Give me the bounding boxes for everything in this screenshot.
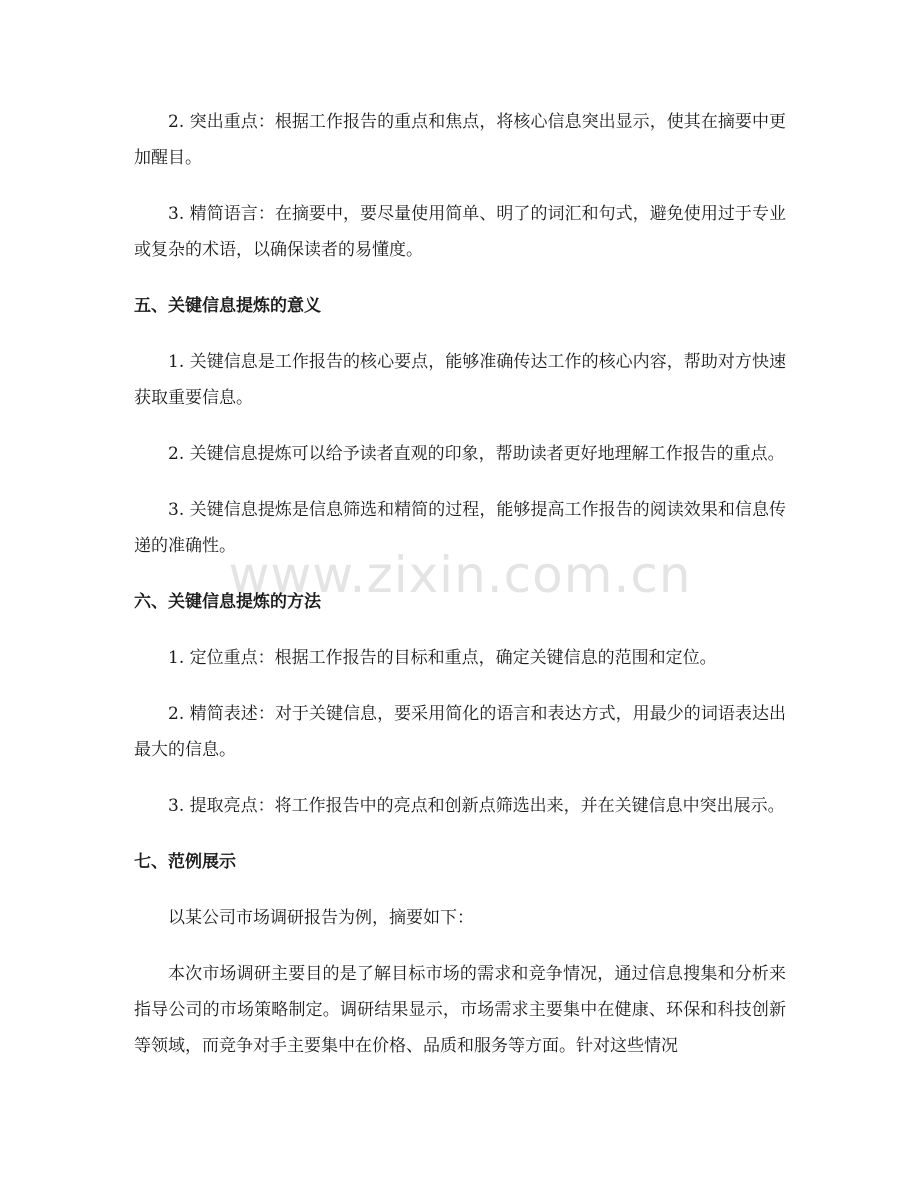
list-item-concise-language: 3. 精简语言：在摘要中，要尽量使用简单、明了的词汇和句式，避免使用过于专业或复杂的术语，以确保读者的易懂度。	[134, 204, 786, 260]
example-intro: 以某公司市场调研报告为例，摘要如下：	[168, 908, 474, 928]
list-item-method-2: 2. 精简表述：对于关键信息，要采用简化的语言和表达方式，用最少的词语表达出最大的信息。	[134, 704, 786, 760]
list-item-method-3: 3. 提取亮点：将工作报告中的亮点和创新点筛选出来，并在关键信息中突出展示。	[168, 796, 785, 816]
watermark: www.zixin.com.cn	[228, 546, 692, 604]
section-heading-methods: 六、关键信息提炼的方法	[134, 592, 321, 612]
list-item-significance-2: 2. 关键信息提炼可以给予读者直观的印象，帮助读者更好地理解工作报告的重点。	[168, 444, 785, 464]
list-item-highlight-key-points: 2. 突出重点：根据工作报告的重点和焦点，将核心信息突出显示，使其在摘要中更加醒目。	[134, 112, 786, 168]
section-heading-significance: 五、关键信息提炼的意义	[134, 296, 321, 316]
list-item-significance-1: 1. 关键信息是工作报告的核心要点，能够准确传达工作的核心内容，帮助对方快速获取重要信息。	[134, 352, 786, 408]
section-heading-example: 七、范例展示	[134, 852, 236, 872]
list-item-significance-3: 3. 关键信息提炼是信息筛选和精简的过程，能够提高工作报告的阅读效果和信息传递的准确性。	[134, 500, 786, 556]
document-body	[134, 104, 786, 1064]
list-item-method-1: 1. 定位重点：根据工作报告的目标和重点，确定关键信息的范围和定位。	[168, 648, 717, 668]
example-summary-paragraph: 本次市场调研主要目的是了解目标市场的需求和竞争情况，通过信息搜集和分析来指导公司的市场策略制定。调研结果显示，市场需求主要集中在健康、环保和科技创新等领域，而竞争对手主要集中在价格、品质和服务等方面。针对这些情况	[134, 964, 786, 1056]
